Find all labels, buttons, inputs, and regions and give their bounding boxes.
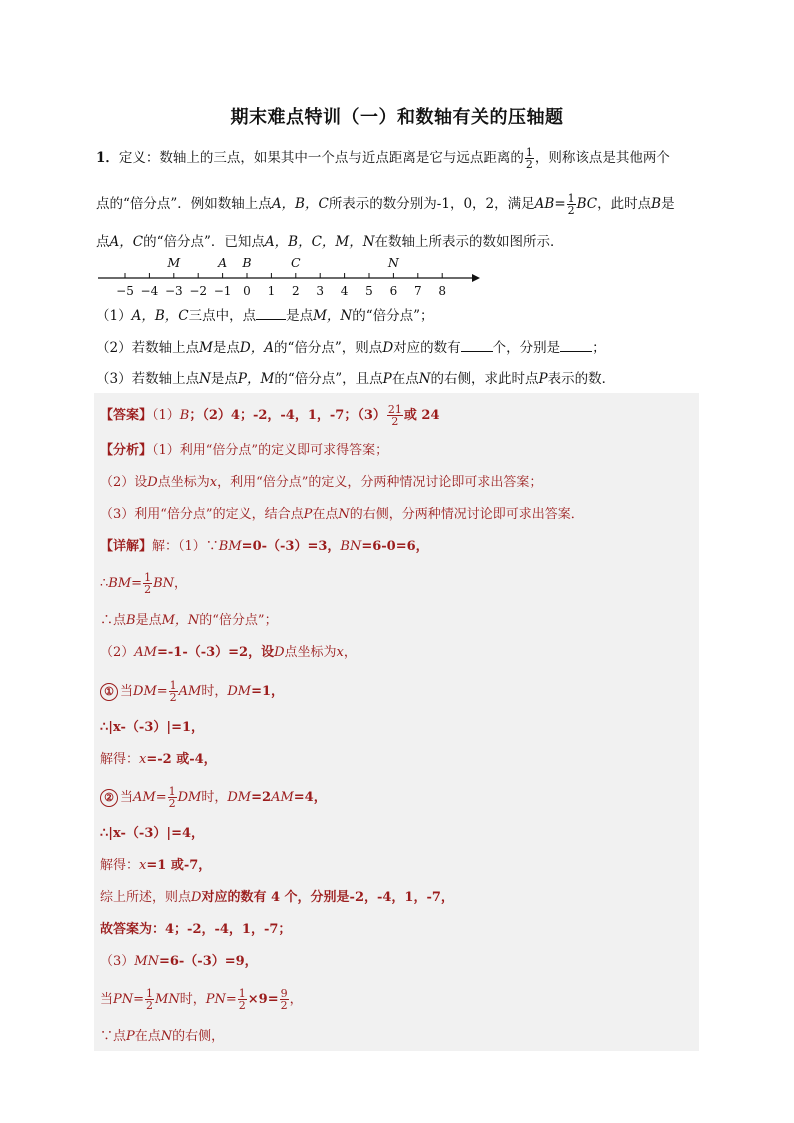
fraction: [168, 786, 177, 809]
detail-text: =1，: [251, 684, 285, 699]
var: x: [336, 645, 344, 660]
point-label-a: A: [218, 255, 228, 270]
var: P: [303, 507, 313, 522]
detail-line-8: [100, 786, 327, 809]
var: MN: [155, 992, 180, 1007]
tick-label: 8: [438, 284, 447, 298]
question-number: 1．: [96, 150, 119, 166]
detail-text: ∵点: [100, 1029, 127, 1044]
detail-text: 解：（1）∵: [152, 539, 219, 554]
question-text: ，此时点: [597, 196, 652, 212]
fraction-denominator: 2: [146, 999, 154, 1012]
var: M: [199, 340, 213, 356]
fraction-numerator: 1: [567, 192, 575, 205]
detail-text: =: [225, 992, 237, 1007]
detail-text: 当: [100, 992, 114, 1007]
detail-text: =-1-（-3）=2，设: [156, 645, 275, 660]
detail-text: ∴点: [100, 613, 127, 628]
question-text: 所表示的数分别为-1，0，2，满足: [328, 196, 535, 212]
var: AB: [534, 196, 555, 212]
var: D: [382, 340, 394, 356]
detail-line-10: [100, 856, 211, 876]
question-text: 的“倍分点”，则点: [274, 340, 383, 356]
question-line-2: [96, 193, 675, 216]
var: AM: [134, 645, 157, 660]
analysis-text: 在点: [312, 507, 339, 522]
detail-text: 时，: [179, 992, 206, 1007]
detail-text: （3）: [100, 954, 135, 969]
analysis-text: （1）利用“倍分点”的定义即可求得答案；: [152, 443, 389, 458]
fraction: [238, 988, 247, 1011]
var: M，N: [313, 308, 353, 324]
analysis-label: 【分析】: [100, 443, 153, 458]
answer-text: ；（2）4；-2，-4，1，-7；（3）: [189, 408, 386, 423]
var: B: [126, 613, 136, 628]
analysis-text: ，利用“倍分点”的定义，分两种情况讨论即可求出答案；: [217, 475, 543, 490]
var: BM: [108, 576, 132, 591]
fraction-denominator: 2: [525, 158, 533, 171]
var: M，N: [161, 613, 200, 628]
fraction: [567, 193, 576, 216]
var: D，A: [239, 340, 274, 356]
answer-blank[interactable]: [256, 305, 286, 320]
var: P，M: [237, 371, 275, 387]
tick-label: −4: [140, 284, 159, 298]
circled-number-icon: ①: [100, 683, 118, 701]
fraction-denominator: 2: [238, 999, 246, 1012]
sub-question-2: [96, 337, 606, 358]
detail-text: ∴|x-（-3）|=1，: [100, 720, 205, 735]
tick-label: 3: [316, 284, 325, 298]
detail-text: 当: [120, 684, 134, 699]
var: N: [418, 371, 431, 387]
var: x: [209, 475, 218, 490]
detail-text: 在点: [134, 1029, 161, 1044]
detail-text: =1 或-7，: [146, 858, 212, 873]
fraction: [387, 404, 403, 427]
question-text: （2）若数轴上点: [96, 340, 200, 356]
var: x: [139, 858, 147, 873]
question-text: 的“倍分点”．已知点: [143, 234, 265, 250]
fraction: [525, 147, 534, 170]
detail-text: =: [133, 992, 145, 1007]
fraction-denominator: 2: [391, 415, 399, 428]
fraction-denominator: 2: [567, 204, 575, 217]
detail-text: =-2 或-4，: [146, 752, 217, 767]
tick-label: 5: [365, 284, 373, 298]
answer-text: （1）: [152, 408, 180, 423]
fraction-numerator: 1: [146, 987, 154, 1000]
var: x: [139, 752, 147, 767]
fraction-numerator: 9: [280, 987, 288, 1000]
var: D: [274, 645, 285, 660]
detail-text: =4，: [293, 790, 327, 805]
tick-label: 6: [389, 284, 398, 298]
question-text: 定义：数轴上的三点，如果其中一个点与近点距离是它与远点距离的: [118, 150, 524, 166]
var: P: [382, 371, 392, 387]
question-text: 点的“倍分点”．例如数轴上点: [96, 196, 272, 212]
question-text: ，则称该点是其他两个: [534, 150, 670, 166]
fraction-denominator: 2: [280, 999, 288, 1012]
question-text: 在点: [391, 371, 419, 387]
var: B: [179, 408, 190, 423]
detail-text: 对应的数有 4 个，分别是-2，-4，1，-7，: [201, 890, 454, 905]
var: DM: [227, 684, 252, 699]
detail-text: =2: [251, 790, 272, 805]
analysis-text: 点坐标为: [157, 475, 210, 490]
detail-text: 点坐标为: [284, 645, 337, 660]
answer-line: [100, 404, 440, 427]
detail-line-3: [100, 611, 278, 631]
fraction: [145, 988, 154, 1011]
answer-blank[interactable]: [560, 337, 592, 352]
detail-text: 时，: [201, 684, 228, 699]
var: B: [651, 196, 662, 212]
question-text: 三点中，点: [188, 308, 257, 324]
fraction-denominator: 2: [168, 797, 176, 810]
detail-text: ，: [343, 645, 357, 660]
sub-question-1: [96, 305, 434, 326]
detail-text: ，: [289, 992, 303, 1007]
detail-text: ∴: [100, 576, 109, 591]
fraction: [169, 680, 178, 703]
var: D: [191, 890, 202, 905]
tick-label: −3: [164, 284, 183, 298]
detail-line-12: [100, 920, 291, 940]
circled-number-icon: ②: [100, 789, 118, 807]
var: N: [199, 371, 211, 387]
detail-line-15: [100, 1027, 224, 1047]
var: DM: [177, 790, 202, 805]
detail-text: =: [155, 790, 167, 805]
detail-line-2: [100, 572, 187, 595]
var: AM: [133, 790, 156, 805]
answer-text: 或 24: [403, 408, 440, 423]
question-text: 个，分别是: [492, 340, 561, 356]
question-text: 在数轴上所表示的数如图所示．: [374, 234, 564, 250]
detail-text: 的“倍分点”；: [199, 613, 278, 628]
tick-label: 7: [413, 284, 422, 298]
question-text: 的右侧，求此时点: [430, 371, 539, 387]
tick-label: 2: [291, 284, 300, 298]
detail-text: =: [131, 576, 143, 591]
detail-text: =0-（-3）=3，: [241, 539, 341, 554]
fraction-numerator: 21: [387, 403, 402, 416]
question-text: 是: [661, 196, 675, 212]
fraction-numerator: 1: [238, 987, 246, 1000]
tick-label: −1: [213, 284, 232, 298]
var: PN: [113, 992, 134, 1007]
var: BC: [576, 196, 598, 212]
arrow-icon: [472, 274, 480, 282]
detail-text: ∴|x-（-3）|=4，: [100, 826, 205, 841]
var: BN: [153, 576, 174, 591]
detail-text: 的右侧，: [172, 1029, 225, 1044]
fraction: [280, 988, 289, 1011]
question-line-3: [96, 232, 564, 252]
detail-text: 当: [120, 790, 134, 805]
tick-label: 0: [243, 284, 251, 298]
fraction-denominator: 2: [169, 691, 177, 704]
tick-label: −5: [116, 284, 134, 298]
fraction: [143, 572, 152, 595]
var: A，C: [109, 234, 144, 250]
question-text: 点: [96, 234, 110, 250]
detail-line-7: [100, 750, 217, 770]
question-text: 对应的数有: [393, 340, 461, 356]
question-text: 的“倍分点”；: [352, 308, 434, 324]
question-text: ；: [592, 340, 606, 356]
fraction-denominator: 2: [144, 583, 152, 596]
detail-text: ，: [174, 576, 188, 591]
question-text: 是点: [210, 371, 238, 387]
analysis-text: 的右侧，分两种情况讨论即可求出答案．: [349, 507, 584, 522]
detail-line-13: [100, 952, 258, 972]
detail-text: =: [156, 684, 168, 699]
var: P: [126, 1029, 135, 1044]
var: A，B，C: [271, 196, 329, 212]
var: A，B，C: [131, 308, 189, 324]
answer-label: 【答案】: [100, 408, 153, 423]
number-line: [94, 255, 484, 301]
tick-label: −2: [189, 284, 208, 298]
detail-text: 是点: [135, 613, 162, 628]
analysis-text: （2）设: [100, 475, 148, 490]
answer-blank[interactable]: [461, 337, 493, 352]
detail-text: 故答案为：4；-2，-4，1，-7；: [100, 922, 292, 937]
var: D: [147, 475, 158, 490]
fraction-numerator: 1: [169, 679, 177, 692]
detail-text: 解得：: [100, 752, 140, 767]
var: N: [160, 1029, 173, 1044]
detail-line-1: [100, 537, 429, 557]
question-text: =: [554, 196, 566, 212]
detail-line-9: [100, 824, 204, 844]
point-label-b: B: [242, 255, 252, 270]
analysis-line-2: [100, 473, 542, 493]
detail-line-5: [100, 680, 284, 703]
detail-text: ×9=: [247, 992, 279, 1007]
var: A，B，C，M，N: [264, 234, 375, 250]
var: N: [338, 507, 350, 522]
detail-text: 时，: [201, 790, 228, 805]
page-title: 期末难点特训（一）和数轴有关的压轴题: [230, 107, 564, 128]
fraction-numerator: 1: [144, 571, 152, 584]
detail-text: 解得：: [100, 858, 140, 873]
var: AM: [271, 790, 294, 805]
var: DM: [133, 684, 157, 699]
analysis-line-1: [100, 441, 388, 461]
fraction-numerator: 1: [168, 785, 176, 798]
detail-text: =6-0=6，: [361, 539, 429, 554]
detail-text: 综上所述，则点: [100, 890, 192, 905]
var: AM: [178, 684, 202, 699]
detail-line-6: [100, 718, 204, 738]
var: BN: [340, 539, 362, 554]
question-line-1: [96, 147, 670, 170]
point-label-c: C: [291, 255, 301, 270]
question-text: 是点: [212, 340, 240, 356]
detail-text: =6-（-3）=9，: [158, 954, 258, 969]
var: MN: [134, 954, 159, 969]
question-text: （3）若数轴上点: [96, 371, 200, 387]
point-label-m: M: [167, 255, 181, 270]
tick-label: 4: [340, 284, 349, 298]
analysis-line-3: [100, 505, 584, 525]
point-label-n: N: [387, 255, 399, 270]
detail-line-14: [100, 988, 303, 1011]
var: BM: [218, 539, 242, 554]
detail-line-11: [100, 888, 454, 908]
detail-line-4: [100, 643, 357, 663]
detail-label: 【详解】: [100, 539, 153, 554]
analysis-text: （3）利用“倍分点”的定义，结合点: [100, 507, 304, 522]
question-text: （1）: [96, 308, 132, 324]
var: P: [538, 371, 548, 387]
sub-question-3: [96, 369, 615, 389]
question-text: 是点: [286, 308, 314, 324]
var: DM: [227, 790, 252, 805]
var: PN: [205, 992, 226, 1007]
detail-text: （2）: [100, 645, 135, 660]
tick-label: 1: [267, 284, 276, 298]
question-text: 的“倍分点”，且点: [274, 371, 383, 387]
fraction-numerator: 1: [525, 146, 533, 159]
question-text: 表示的数．: [547, 371, 616, 387]
